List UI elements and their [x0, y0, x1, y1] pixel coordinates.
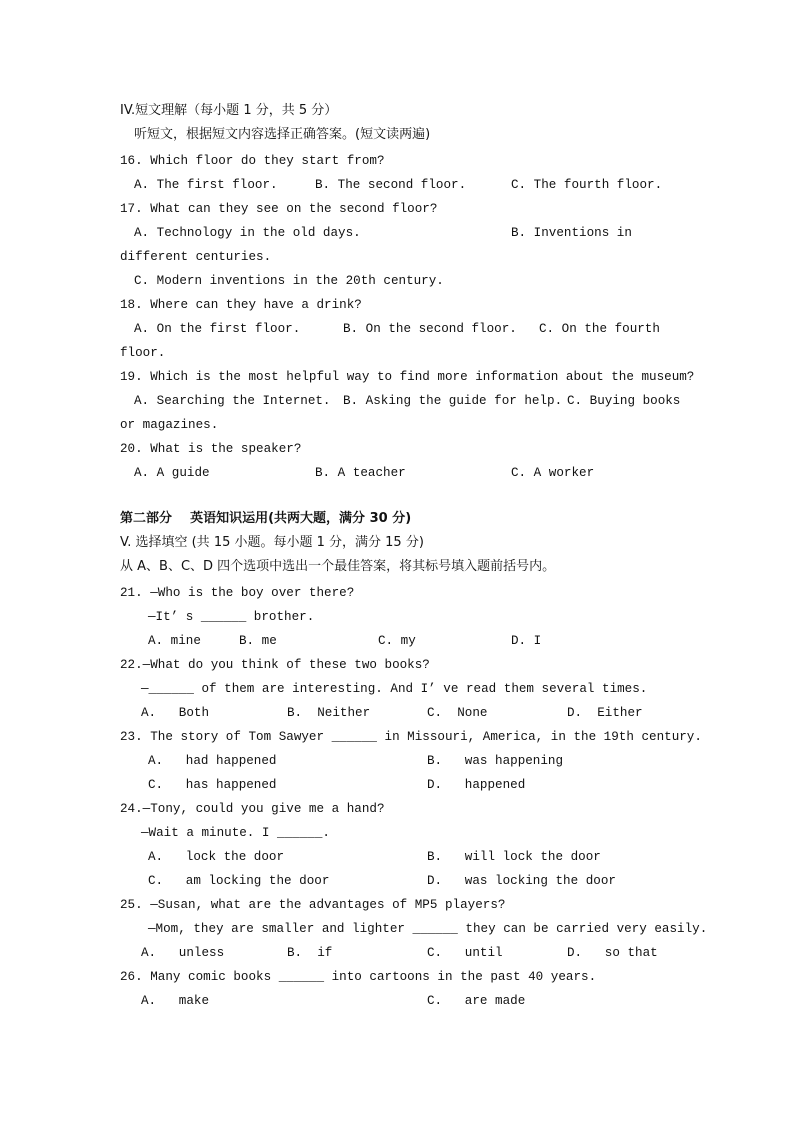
q21-option-a: A. mine: [148, 634, 201, 648]
q22-line2: —______ of them are interesting. And I’ ve read them several times.: [141, 682, 648, 696]
q26-line1: 26. Many comic books ______ into cartoons in the past 40 years.: [120, 970, 597, 984]
q25-line2: —Mom, they are smaller and lighter ______ they can be carried very easily.: [148, 922, 708, 936]
q18-stem: 18. Where can they have a drink?: [120, 298, 362, 312]
q22-line1: 22.—What do you think of these two books?: [120, 658, 430, 672]
q25-line1: 25. —Susan, what are the advantages of MP5 players?: [120, 898, 506, 912]
q24-option-b: B. will lock the door: [427, 850, 601, 864]
q22-option-c: C. None: [427, 706, 488, 720]
q24-option-a: A. lock the door: [148, 850, 285, 864]
q19-option-c: C. Buying books: [567, 394, 681, 408]
q21-line1: 21. —Who is the boy over there?: [120, 586, 355, 600]
section5-title: V. 选择填空 (共 15 小题。每小题 1 分，满分 15 分): [120, 535, 424, 550]
q17-stem: 17. What can they see on the second floor?: [120, 202, 438, 216]
q17-option-b: B. Inventions in: [511, 226, 632, 240]
q22-option-a: A. Both: [141, 706, 210, 720]
q20-option-a: A. A guide: [134, 466, 210, 480]
q23-option-b: B. was happening: [427, 754, 564, 768]
q18-option-c: C. On the fourth: [539, 322, 660, 336]
q22-option-b: B. Neither: [287, 706, 371, 720]
q18-option-c-continued: floor.: [120, 346, 166, 360]
q24-option-c: C. am locking the door: [148, 874, 330, 888]
q23-option-d: D. happened: [427, 778, 526, 792]
q18-option-a: A. On the first floor.: [134, 322, 301, 336]
q16-option-c: C. The fourth floor.: [511, 178, 663, 192]
q20-option-c: C. A worker: [511, 466, 595, 480]
q23-line1: 23. The story of Tom Sawyer ______ in Missouri, America, in the 19th century.: [120, 730, 702, 744]
q25-option-b: B. if: [287, 946, 333, 960]
q21-option-b: B. me: [239, 634, 277, 648]
q25-option-a: A. unless: [141, 946, 225, 960]
q21-option-c: C. my: [378, 634, 416, 648]
section5-instruction: 从 A、B、C、D 四个选项中选出一个最佳答案，将其标号填入题前括号内。: [120, 559, 556, 574]
q17-option-b-continued: different centuries.: [120, 250, 272, 264]
q20-option-b: B. A teacher: [315, 466, 406, 480]
q25-option-c: C. until: [427, 946, 503, 960]
section4-title: IV.短文理解（每小题 1 分，共 5 分）: [120, 103, 338, 118]
q26-option-a: A. make: [141, 994, 210, 1008]
q23-option-a: A. had happened: [148, 754, 277, 768]
q25-option-d: D. so that: [567, 946, 658, 960]
q20-stem: 20. What is the speaker?: [120, 442, 302, 456]
q22-option-d: D. Either: [567, 706, 643, 720]
q16-option-a: A. The first floor.: [134, 178, 278, 192]
q19-option-a: A. Searching the Internet.: [134, 394, 331, 408]
q23-option-c: C. has happened: [148, 778, 277, 792]
section4-instruction: 听短文，根据短文内容选择正确答案。(短文读两遍): [134, 127, 431, 142]
q21-option-d: D. I: [511, 634, 542, 648]
q24-line1: 24.—Tony, could you give me a hand?: [120, 802, 385, 816]
q21-line2: —It’ s ______ brother.: [148, 610, 315, 624]
q17-option-a: A. Technology in the old days.: [134, 226, 361, 240]
q16-option-b: B. The second floor.: [315, 178, 467, 192]
q26-option-c: C. are made: [427, 994, 526, 1008]
part2-title: 第二部分 英语知识运用(共两大题，满分 30 分): [120, 511, 412, 526]
q19-option-c-continued: or magazines.: [120, 418, 219, 432]
q19-option-b: B. Asking the guide for help.: [343, 394, 563, 408]
q24-line2: —Wait a minute. I ______.: [141, 826, 330, 840]
q24-option-d: D. was locking the door: [427, 874, 616, 888]
q19-stem: 19. Which is the most helpful way to find more information about the museum?: [120, 370, 695, 384]
q16-stem: 16. Which floor do they start from?: [120, 154, 385, 168]
q17-option-c: C. Modern inventions in the 20th century.: [134, 274, 444, 288]
q18-option-b: B. On the second floor.: [343, 322, 517, 336]
